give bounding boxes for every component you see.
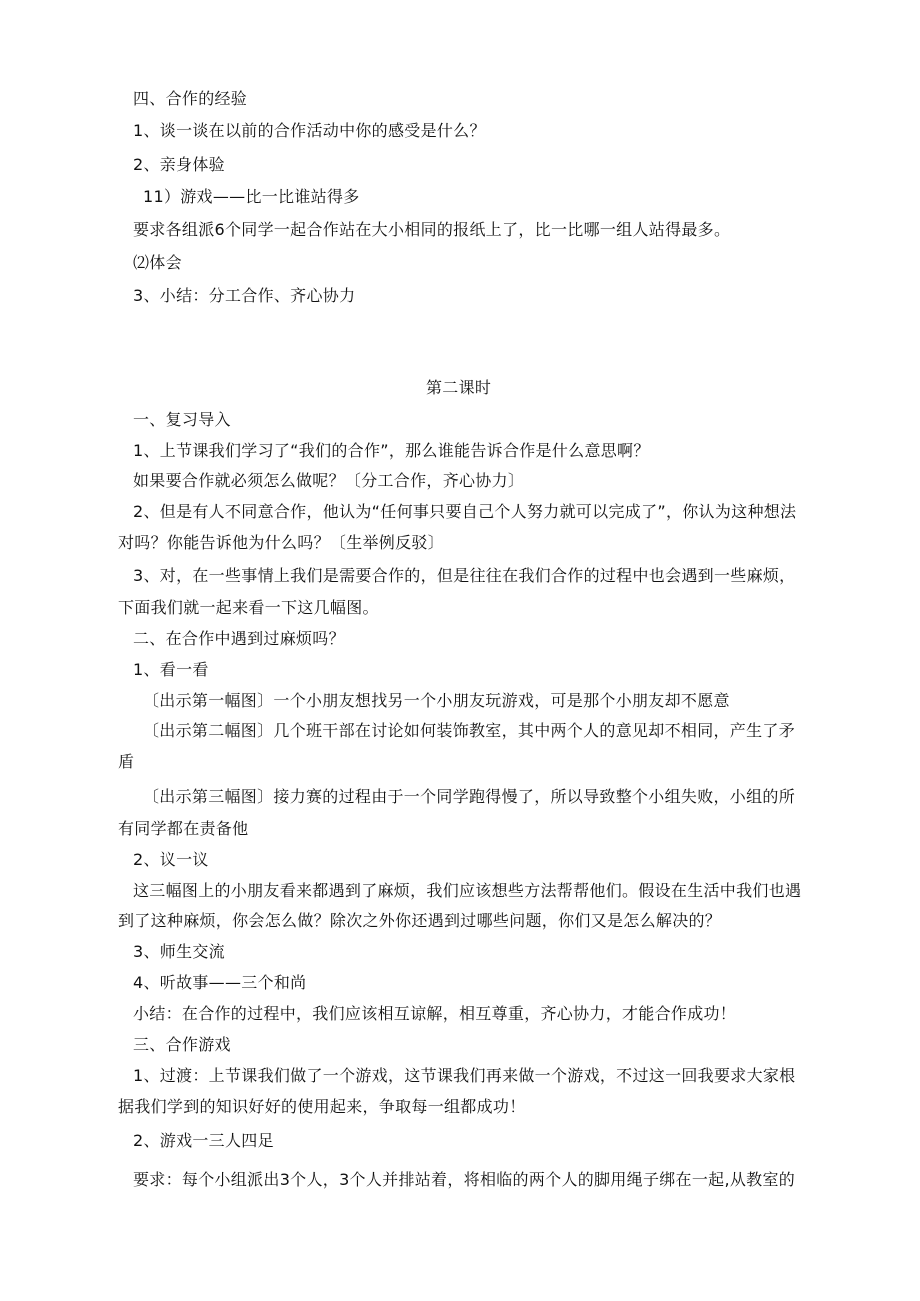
paragraph: 3、对，在一些事情上我们是需要合作的，但是往往在我们合作的过程中也会遇到一些麻烦， <box>133 566 796 585</box>
paragraph: 要求：每个小组派出3个人，3个人并排站着，将相临的两个人的脚用绳子绑在一起,从教室的 <box>133 1170 796 1189</box>
paragraph: 这三幅图上的小朋友看来都遇到了麻烦，我们应该想些方法帮帮他们。假设在生活中我们也遇 <box>133 881 802 900</box>
paragraph: 盾 <box>118 752 135 771</box>
paragraph: 〔出示第一幅图〕一个小朋友想找另一个小朋友玩游戏，可是那个小朋友却不愿意 <box>143 691 730 710</box>
paragraph: 下面我们就一起来看一下这几幅图。 <box>118 598 379 617</box>
paragraph: ⑵体会 <box>133 253 182 272</box>
paragraph: 4、听故事——三个和尚 <box>133 973 307 992</box>
paragraph: 2、但是有人不同意合作，他认为“任何事只要自己个人努力就可以完成了”，你认为这种想法 <box>133 502 797 521</box>
paragraph: 有同学都在责备他 <box>118 819 249 838</box>
paragraph: 2、亲身体验 <box>133 155 225 174</box>
paragraph: 11）游戏——比一比谁站得多 <box>143 187 360 206</box>
paragraph: 1、看一看 <box>133 660 209 679</box>
paragraph: 要求各组派6个同学一起合作站在大小相同的报纸上了，比一比哪一组人站得最多。 <box>133 220 731 239</box>
paragraph: 据我们学到的知识好好的使用起来，争取每一组都成功！ <box>118 1097 526 1116</box>
paragraph: 到了这种麻烦，你会怎么做？除次之外你还遇到过哪些问题，你们又是怎么解决的？ <box>118 911 722 930</box>
paragraph: 1、上节课我们学习了“我们的合作”，那么谁能告诉合作是什么意思啊？ <box>133 441 650 460</box>
section-heading: 二、在合作中遇到过麻烦吗？ <box>133 629 345 648</box>
paragraph: 1、谈一谈在以前的合作活动中你的感受是什么？ <box>133 121 486 140</box>
section-heading: 三、合作游戏 <box>133 1035 231 1054</box>
section-heading: 四、合作的经验 <box>133 89 248 108</box>
paragraph: 3、师生交流 <box>133 942 225 961</box>
paragraph: 1、过渡：上节课我们做了一个游戏，这节课我们再来做一个游戏，不过这一回我要求大家根 <box>133 1066 796 1085</box>
paragraph: 2、议一议 <box>133 850 209 869</box>
paragraph: 〔出示第二幅图〕几个班干部在讨论如何装饰教室，其中两个人的意见却不相同，产生了矛 <box>143 721 796 740</box>
section-heading: 一、复习导入 <box>133 410 231 429</box>
paragraph: 3、小结：分工合作、齐心协力 <box>133 286 356 305</box>
paragraph: 对吗？你能告诉他为什么吗？〔生举例反驳〕 <box>118 533 445 552</box>
paragraph: 2、游戏一三人四足 <box>133 1131 274 1150</box>
lesson-title: 第二课时 <box>426 378 492 397</box>
paragraph: 小结：在合作的过程中，我们应该相互谅解，相互尊重，齐心协力，才能合作成功！ <box>133 1004 737 1023</box>
paragraph: 〔出示第三幅图〕接力赛的过程由于一个同学跑得慢了，所以导致整个小组失败，小组的所 <box>143 787 796 806</box>
paragraph: 如果要合作就必须怎么做呢？〔分工合作，齐心协力〕 <box>133 471 525 490</box>
